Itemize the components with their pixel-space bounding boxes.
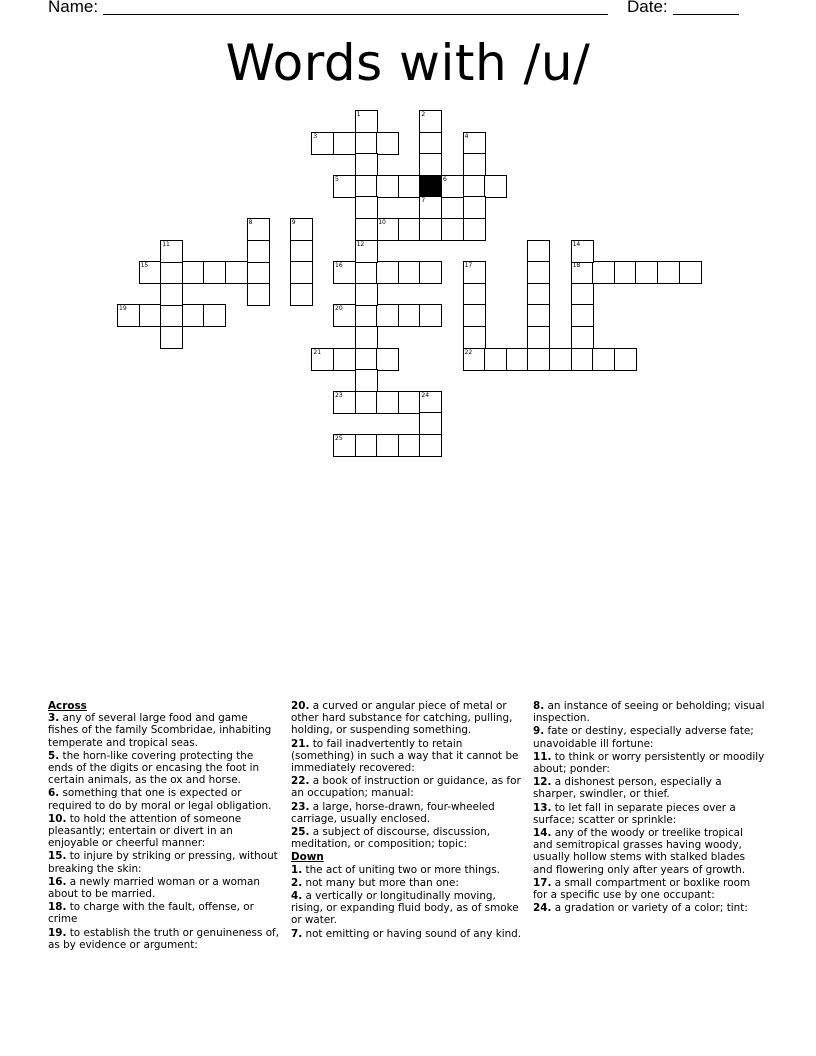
grid-cell[interactable] (203, 261, 226, 284)
grid-cell[interactable] (247, 283, 270, 306)
clue-text: to charge with the fault, offense, or crime (48, 901, 254, 926)
grid-cell[interactable] (355, 175, 378, 198)
clue-text: a dishonest person, especially a sharper, swindler, or thief. (533, 776, 722, 801)
grid-cell[interactable] (463, 132, 486, 155)
clue-number: 21. (291, 737, 310, 750)
clue-item (291, 700, 523, 737)
clue-text: to injure by striking or pressing, without breaking the skin: (48, 850, 278, 875)
grid-cell[interactable] (463, 348, 486, 371)
grid-cell[interactable] (463, 196, 486, 219)
grid-cell[interactable] (355, 326, 378, 349)
grid-cell[interactable] (160, 304, 183, 327)
grid-cell[interactable] (160, 283, 183, 306)
clue-section-heading: Down (291, 851, 324, 864)
clue-item (291, 877, 523, 889)
clue-item (291, 801, 523, 825)
clue-number: 11. (533, 750, 552, 763)
grid-cell[interactable] (441, 175, 464, 198)
grid-cell[interactable] (527, 348, 550, 371)
cell-number: 16 (335, 262, 343, 270)
grid-cell[interactable] (463, 326, 486, 349)
clue-item (533, 827, 765, 876)
cell-number: 22 (464, 348, 473, 356)
grid-cell[interactable] (463, 304, 486, 327)
clue-text: a large, horse-drawn, four-wheeled carriage, usually enclosed. (291, 800, 495, 825)
cell-number: 14 (572, 240, 581, 248)
clues-column-1 (48, 700, 280, 952)
grid-cell[interactable] (311, 348, 334, 371)
grid-cell[interactable] (419, 304, 442, 327)
cell-number: 24 (421, 391, 430, 399)
clue-item (291, 738, 523, 775)
grid-cell[interactable] (419, 391, 442, 414)
clues-column-2 (291, 700, 523, 941)
grid-cell[interactable] (355, 218, 378, 241)
clue-item (291, 775, 523, 799)
grid-cell[interactable] (139, 304, 162, 327)
grid-cell[interactable] (398, 304, 421, 327)
clue-item (533, 802, 765, 826)
grid-cell[interactable] (333, 434, 356, 457)
grid-cell[interactable] (160, 261, 183, 284)
clue-text: a subject of discourse, discussion, meditation, or composition; topic: (291, 826, 491, 851)
grid-cell[interactable] (333, 132, 356, 155)
clue-text: to hold the attention of someone pleasantly; entertain or divert in an enjoyable or cheerful manner: (48, 812, 242, 850)
clue-text: the act of uniting two or more things. (302, 863, 500, 876)
grid-cell[interactable] (679, 261, 702, 284)
cell-number: 6 (443, 175, 447, 183)
grid-cell[interactable] (614, 348, 637, 371)
grid-cell[interactable] (549, 348, 572, 371)
grid-cell[interactable] (463, 283, 486, 306)
clue-number: 17. (533, 876, 552, 889)
clue-item (533, 700, 765, 724)
clue-text: something that one is expected or required to do by moral or legal obligation. (48, 787, 272, 812)
grid-cell[interactable] (182, 304, 205, 327)
clue-number: 20. (291, 700, 310, 712)
grid-cell[interactable] (247, 261, 270, 284)
grid-cell[interactable] (355, 283, 378, 306)
grid-cell[interactable] (355, 132, 378, 155)
grid-cell[interactable] (333, 391, 356, 414)
clue-number: 9. (533, 725, 545, 738)
clue-text: a book of instruction or guidance, as for an occupation; manual: (291, 775, 521, 800)
clue-text: an instance of seeing or beholding; visual inspection. (533, 700, 765, 725)
cell-number: 11 (162, 240, 170, 248)
grid-cell[interactable] (527, 326, 550, 349)
grid-cell[interactable] (398, 391, 421, 414)
grid-cell[interactable] (398, 261, 421, 284)
grid-cell[interactable] (311, 132, 334, 155)
clue-item (291, 826, 523, 850)
grid-cell[interactable] (463, 175, 486, 198)
clue-number: 6. (48, 787, 60, 800)
grid-cell[interactable] (398, 175, 421, 198)
black-square (419, 175, 442, 198)
grid-cell[interactable] (247, 240, 270, 263)
grid-cell[interactable] (484, 175, 507, 198)
clue-text: fate or destiny, especially adverse fate; unavoidable ill fortune: (533, 725, 754, 750)
clue-number: 7. (291, 927, 303, 940)
clue-section-heading: Across (48, 700, 87, 712)
cell-number: 19 (119, 305, 127, 313)
clue-number: 15. (48, 850, 67, 863)
grid-cell[interactable] (355, 304, 378, 327)
grid-cell[interactable] (355, 391, 378, 414)
grid-cell[interactable] (571, 283, 594, 306)
grid-cell[interactable] (571, 240, 594, 263)
grid-cell[interactable] (463, 261, 486, 284)
clue-item (48, 787, 280, 811)
clue-number: 12. (533, 776, 552, 789)
grid-cell[interactable] (441, 218, 464, 241)
grid-cell[interactable] (247, 218, 270, 241)
grid-cell[interactable] (419, 434, 442, 457)
clue-number: 13. (533, 801, 552, 814)
clue-number: 24. (533, 902, 552, 915)
clue-number: 22. (291, 775, 310, 788)
crossword-grid (0, 0, 816, 470)
grid-cell[interactable] (333, 348, 356, 371)
clues-column-3 (533, 700, 765, 915)
name-label: Name: (48, 0, 99, 16)
clue-text: the horn-like covering protecting the ends of the digits or encasing the foot in certain animals, as the ox and horse. (48, 749, 260, 787)
grid-cell[interactable] (290, 283, 313, 306)
clue-text: to establish the truth or genuineness of, as by evidence or argument: (48, 926, 280, 951)
clue-text: a curved or angular piece of metal or other hard substance for catching, pulling, holding, or suspending something. (291, 700, 513, 737)
clue-text: a small compartment or boxlike room for a specific use by one occupant: (533, 876, 751, 902)
cell-number: 21 (313, 348, 322, 356)
grid-cell[interactable] (355, 348, 378, 371)
clue-text: any of the woody or treelike tropical and semitropical grasses having woody, usually hollow stems with stalked blades and flowering only after years of growth. (533, 827, 746, 876)
clue-item (48, 813, 280, 850)
clue-item (48, 750, 280, 787)
grid-cell[interactable] (117, 304, 140, 327)
grid-cell[interactable] (419, 218, 442, 241)
clue-number: 4. (291, 890, 303, 903)
grid-cell[interactable] (290, 218, 313, 241)
grid-cell[interactable] (635, 261, 658, 284)
grid-cell[interactable] (398, 218, 421, 241)
clue-text: to let fall in separate pieces over a surface; scatter or sprinkle: (533, 801, 736, 826)
grid-cell[interactable] (463, 153, 486, 176)
grid-cell[interactable] (419, 132, 442, 155)
cell-number: 1 (356, 111, 361, 118)
grid-cell[interactable] (376, 132, 399, 155)
clue-text: any of several large food and game fishes of the family Scombridae, inhabiting temperate and tropical seas. (48, 712, 272, 749)
grid-cell[interactable] (290, 240, 313, 263)
clue-number: 18. (48, 901, 67, 914)
cell-number: 12 (356, 240, 365, 248)
grid-cell[interactable] (355, 110, 378, 133)
cell-number: 3 (313, 132, 318, 140)
grid-cell[interactable] (355, 434, 378, 457)
grid-cell[interactable] (376, 304, 399, 327)
grid-cell[interactable] (571, 348, 594, 371)
cell-number: 4 (464, 132, 469, 140)
grid-cell[interactable] (376, 348, 399, 371)
clue-text: not many but more than one: (302, 876, 459, 889)
clue-number: 5. (48, 749, 60, 762)
grid-cell[interactable] (484, 348, 507, 371)
clue-number: 25. (291, 826, 310, 839)
grid-cell[interactable] (592, 261, 615, 284)
date-label: Date: (627, 0, 668, 16)
cell-number: 18 (572, 262, 581, 270)
cell-number: 9 (291, 219, 296, 226)
grid-cell[interactable] (333, 261, 356, 284)
grid-cell[interactable] (225, 261, 248, 284)
clue-item (533, 751, 765, 775)
clue-item (48, 876, 280, 900)
grid-cell[interactable] (355, 153, 378, 176)
grid-cell[interactable] (333, 175, 356, 198)
cell-number: 7 (421, 197, 426, 205)
cell-number: 8 (248, 219, 253, 226)
clue-item (291, 864, 523, 876)
grid-cell[interactable] (419, 153, 442, 176)
cell-number: 10 (378, 219, 386, 226)
clue-item (533, 776, 765, 800)
grid-cell[interactable] (571, 304, 594, 327)
cell-number: 17 (464, 262, 473, 270)
grid-cell[interactable] (376, 391, 399, 414)
cell-number: 15 (140, 262, 149, 270)
clue-text: a vertically or longitudinally moving, rising, or expanding fluid body, as of smoke or water. (291, 890, 519, 927)
clue-text: not emitting or having sound of any kind. (302, 927, 522, 940)
cell-number: 20 (335, 305, 343, 313)
cell-number: 2 (421, 111, 426, 118)
grid-cell[interactable] (419, 110, 442, 133)
clue-number: 10. (48, 812, 67, 825)
grid-cell[interactable] (657, 261, 680, 284)
grid-cell[interactable] (419, 412, 442, 435)
clue-number: 19. (48, 926, 67, 939)
clue-item (48, 901, 280, 925)
grid-cell[interactable] (419, 261, 442, 284)
clue-item (48, 712, 280, 749)
grid-cell[interactable] (333, 304, 356, 327)
grid-cell[interactable] (614, 261, 637, 284)
grid-cell[interactable] (376, 261, 399, 284)
grid-cell[interactable] (527, 304, 550, 327)
clue-number: 8. (533, 700, 545, 712)
page-title: Words with /u/ (225, 34, 591, 92)
grid-cell[interactable] (376, 175, 399, 198)
clue-item (48, 850, 280, 874)
grid-cell[interactable] (376, 434, 399, 457)
grid-cell[interactable] (571, 261, 594, 284)
grid-cell[interactable] (376, 218, 399, 241)
clue-text: a newly married woman or a woman about to be married. (48, 875, 261, 901)
grid-cell[interactable] (160, 326, 183, 349)
cell-number: 25 (335, 435, 343, 442)
clue-number: 23. (291, 800, 310, 813)
clue-number: 2. (291, 876, 303, 889)
grid-cell[interactable] (419, 196, 442, 219)
grid-cell[interactable] (463, 218, 486, 241)
grid-cell[interactable] (571, 326, 594, 349)
grid-cell[interactable] (527, 283, 550, 306)
clue-item (533, 902, 765, 914)
clue-item (48, 927, 280, 951)
clue-number: 1. (291, 863, 303, 876)
cell-number: 5 (335, 175, 339, 183)
cell-number: 23 (335, 391, 343, 399)
clue-number: 14. (533, 827, 552, 840)
grid-cell[interactable] (592, 348, 615, 371)
grid-cell[interactable] (355, 196, 378, 219)
clue-text: to think or worry persistently or moodily about; ponder: (533, 750, 765, 776)
grid-cell[interactable] (355, 240, 378, 263)
grid-cell[interactable] (355, 261, 378, 284)
clue-item (533, 725, 765, 749)
grid-cell[interactable] (290, 261, 313, 284)
clue-item (533, 877, 765, 901)
grid-cell[interactable] (527, 240, 550, 263)
grid-cell[interactable] (527, 261, 550, 284)
grid-cell[interactable] (203, 304, 226, 327)
clue-item (291, 928, 523, 940)
grid-cell[interactable] (139, 261, 162, 284)
clue-number: 16. (48, 875, 67, 888)
grid-cell[interactable] (398, 434, 421, 457)
clue-number: 3. (48, 712, 60, 725)
grid-cell[interactable] (506, 348, 529, 371)
grid-cell[interactable] (160, 240, 183, 263)
grid-cell[interactable] (182, 261, 205, 284)
grid-cell[interactable] (355, 369, 378, 392)
clue-item (291, 890, 523, 927)
clue-text: a gradation or variety of a color; tint: (551, 902, 748, 915)
clue-text: to fail inadvertently to retain (something) in such a way that it cannot be immediately recovered: (291, 737, 519, 775)
